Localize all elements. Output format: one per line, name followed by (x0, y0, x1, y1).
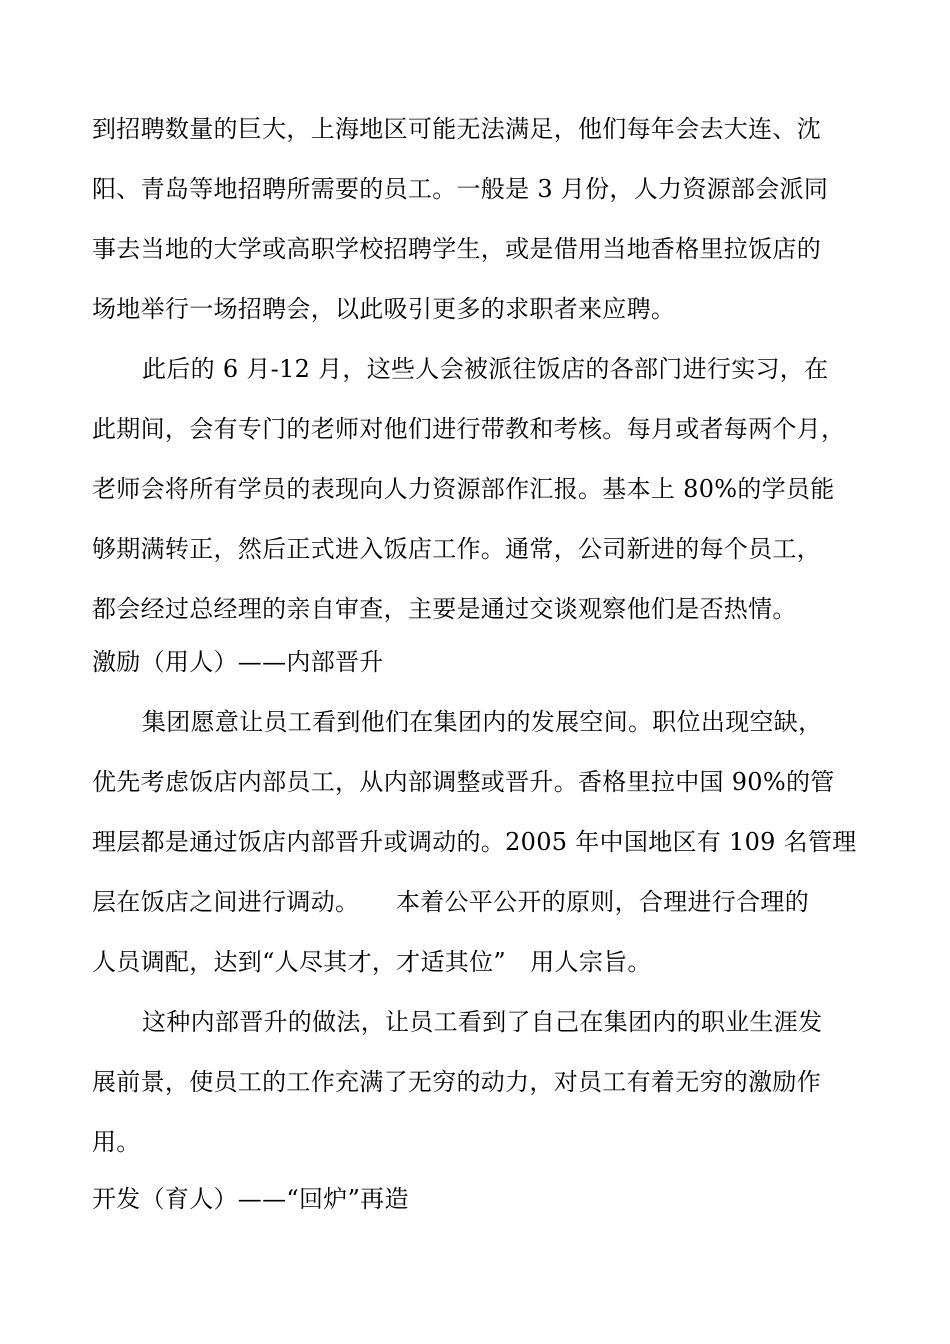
body-text-line: 到招聘数量的巨大，上海地区可能无法满足，他们每年会去大连、沈 (92, 115, 821, 143)
body-text-line: 优先考虑饭店内部员工，从内部调整或晋升。香格里拉中国 90%的管 (92, 768, 835, 796)
body-text-line: 此期间，会有专门的老师对他们进行带教和考核。每月或者每两个月， (92, 415, 846, 443)
section-heading: 激励（用人）——内部晋升 (92, 648, 384, 676)
body-text-line: 事去当地的大学或高职学校招聘学生，或是借用当地香格里拉饭店的 (92, 235, 821, 263)
body-text-line: 展前景，使员工的工作充满了无穷的动力，对员工有着无穷的激励作 (92, 1068, 821, 1096)
body-text-line: 集团愿意让员工看到他们在集团内的发展空间。职位出现空缺， (142, 708, 823, 736)
body-text-line: 够期满转正，然后正式进入饭店工作。通常，公司新进的每个员工， (92, 535, 821, 563)
body-text-line: 层在饭店之间进行调动。 本着公平公开的原则，合理进行合理的 (92, 888, 809, 916)
body-text-line: 人员调配，达到“人尽其才，才适其位” 用人宗旨。 (92, 948, 652, 976)
section-heading: 开发（育人）——“回炉”再造 (92, 1185, 409, 1213)
body-text-line: 这种内部晋升的做法，让员工看到了自己在集团内的职业生涯发 (142, 1008, 823, 1036)
body-text-line: 理层都是通过饭店内部晋升或调动的。2005 年中国地区有 109 名管理 (92, 828, 857, 856)
body-text-line: 用。 (92, 1128, 141, 1156)
body-text-line: 场地举行一场招聘会，以此吸引更多的求职者来应聘。 (92, 295, 676, 323)
body-text-line: 此后的 6 月-12 月，这些人会被派往饭店的各部门进行实习，在 (142, 355, 829, 383)
body-text-line: 阳、青岛等地招聘所需要的员工。一般是 3 月份，人力资源部会派同 (92, 175, 829, 203)
body-text-line: 老师会将所有学员的表现向人力资源部作汇报。基本上 80%的学员能 (92, 475, 835, 503)
body-text-line: 都会经过总经理的亲自审查，主要是通过交谈观察他们是否热情。 (92, 595, 797, 623)
